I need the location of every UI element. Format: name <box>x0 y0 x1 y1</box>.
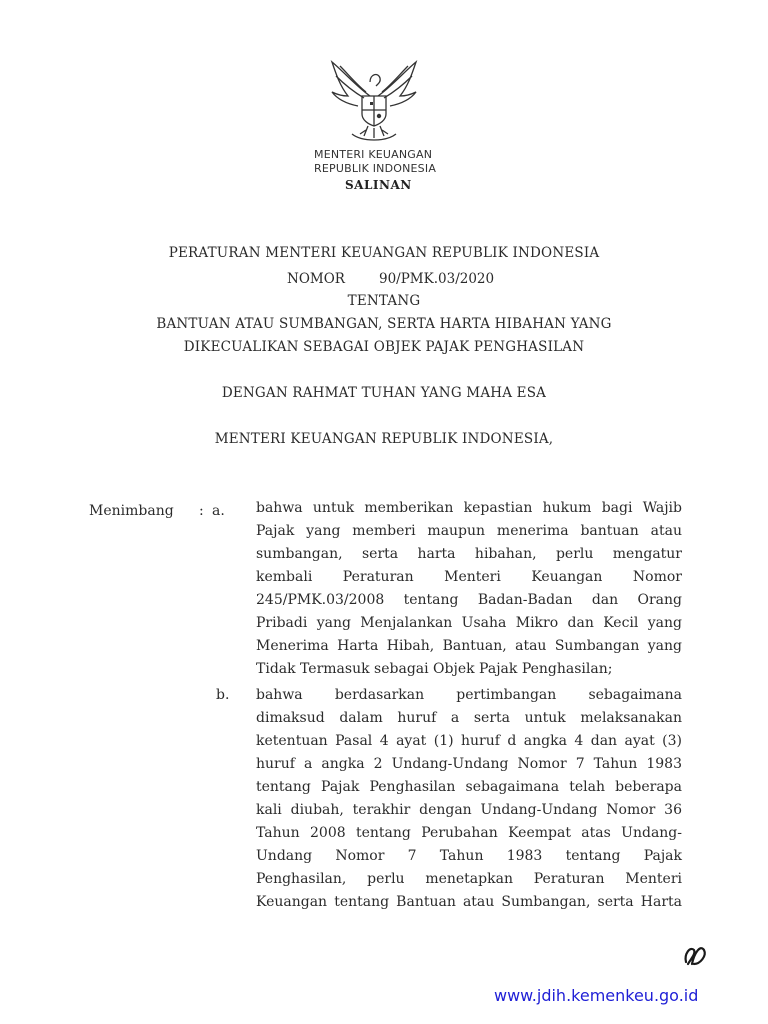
item-a-line: sumbangan, serta harta hibahan, perlu mengatur <box>256 546 682 562</box>
item-b-line: kali diubah, terakhir dengan Undang-Undang Nomor 36 <box>256 802 682 818</box>
menimbang-label: Menimbang <box>89 503 174 519</box>
item-b-line: ketentuan Pasal 4 ayat (1) huruf d angka 4 dan ayat (3) <box>256 733 682 749</box>
item-b-line: bahwa berdasarkan pertimbangan sebagaimana <box>256 687 682 703</box>
ministry-heading <box>314 148 436 176</box>
preamble-invocation: DENGAN RAHMAT TUHAN YANG MAHA ESA <box>221 385 547 401</box>
subject-line-1: BANTUAN ATAU SUMBANGAN, SERTA HARTA HIBAHAN YANG <box>156 316 612 332</box>
item-a-marker: a. <box>212 503 225 519</box>
item-b-line: tentang Pajak Penghasilan sebagaimana telah beberapa <box>256 779 682 795</box>
preamble-minister: MENTERI KEUANGAN REPUBLIK INDONESIA, <box>214 431 554 447</box>
item-a-line: 245/PMK.03/2008 tentang Badan-Badan dan Orang <box>256 592 682 608</box>
ministry-line-2: REPUBLIK INDONESIA <box>314 162 437 175</box>
item-b-line: huruf a angka 2 Undang-Undang Nomor 7 Tahun 1983 <box>256 756 682 772</box>
item-b-line: Penghasilan, perlu menetapkan Peraturan Menteri <box>256 871 682 887</box>
garuda-emblem-icon <box>326 56 422 148</box>
ministry-line-1: MENTERI KEUANGAN <box>314 148 433 161</box>
item-a-line: Pribadi yang Menjalankan Usaha Mikro dan Kecil yang <box>256 615 682 631</box>
subject-line-2: DIKECUALIKAN SEBAGAI OBJEK PAJAK PENGHASILAN <box>183 339 585 355</box>
item-b-line: Keuangan tentang Bantuan atau Sumbangan, serta Harta <box>256 894 682 910</box>
item-a-line-last: Tidak Termasuk sebagai Objek Pajak Penghasilan; <box>256 661 613 677</box>
nomor-value: 90/PMK.03/2020 <box>379 271 495 287</box>
salinan-label: SALINAN <box>345 178 412 192</box>
item-b-marker: b. <box>216 687 230 703</box>
tentang-label: TENTANG <box>347 293 421 309</box>
item-b-line: Undang Nomor 7 Tahun 1983 tentang Pajak <box>256 848 682 864</box>
item-a-line: Menerima Harta Hibah, Bantuan, atau Sumbangan yang <box>256 638 682 654</box>
item-a-line: kembali Peraturan Menteri Keuangan Nomor <box>256 569 682 585</box>
menimbang-colon: : <box>199 503 204 519</box>
jdih-website-link[interactable]: www.jdih.kemenkeu.go.id <box>494 986 699 1005</box>
item-a-line: Pajak yang memberi maupun menerima bantuan atau <box>256 523 682 539</box>
item-a-line: bahwa untuk memberikan kepastian hukum bagi Wajib <box>256 500 682 516</box>
paraf-signature-icon <box>680 940 710 970</box>
item-b-line: dimaksud dalam huruf a serta untuk melaksanakan <box>256 710 682 726</box>
nomor-label: NOMOR <box>287 271 345 287</box>
regulation-title: PERATURAN MENTERI KEUANGAN REPUBLIK INDONESIA <box>168 245 600 261</box>
item-b-line: Tahun 2008 tentang Perubahan Keempat atas Undang- <box>256 825 682 841</box>
